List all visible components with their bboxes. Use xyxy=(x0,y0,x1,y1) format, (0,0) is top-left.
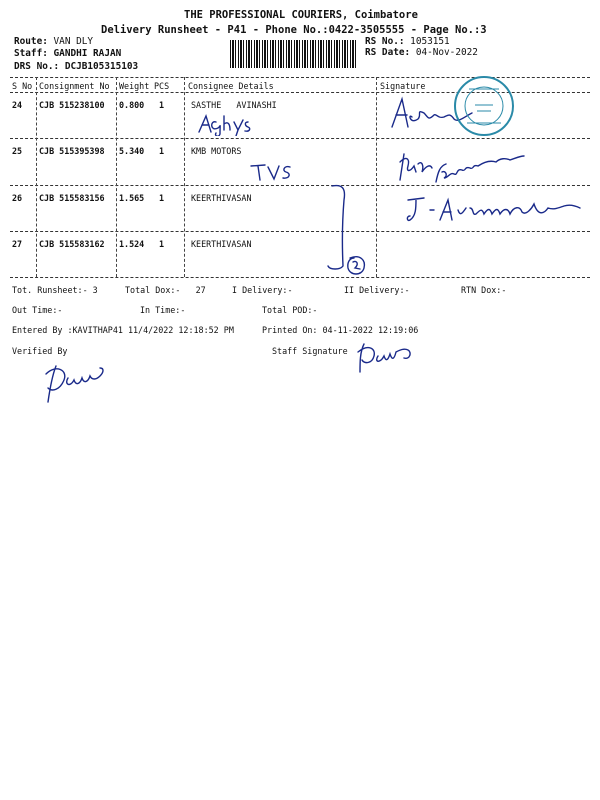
row-sno: 25 xyxy=(12,146,23,156)
row-consignee: SASTHE AVINASHI xyxy=(191,100,277,110)
company-title: THE PROFESSIONAL COURIERS, Coimbatore xyxy=(184,9,418,21)
staff-label: Staff: xyxy=(14,48,48,59)
row-weight: 1.524 xyxy=(119,239,145,249)
staff-signature-label: Staff Signature xyxy=(272,346,348,356)
courier-stamp-seal xyxy=(453,75,515,137)
column-header-weight: Weight xyxy=(119,81,150,91)
printed-on: Printed On: 04-11-2022 12:19:06 xyxy=(262,325,419,335)
rs-date-line xyxy=(365,47,478,58)
row-consignment: CJB 515395398 xyxy=(39,146,105,156)
rs-date-label: RS Date: xyxy=(365,47,411,58)
row-consignee: KMB MOTORS xyxy=(191,146,242,156)
row-pcs: 1 xyxy=(159,146,165,156)
rtn-dox: RTN Dox:- xyxy=(461,285,507,295)
row-pcs: 1 xyxy=(159,100,165,110)
row-sno: 26 xyxy=(12,193,23,203)
row-consignment: CJB 515238100 xyxy=(39,100,105,110)
barcode xyxy=(230,40,358,68)
handwriting-aghys xyxy=(196,112,256,136)
runsheet-subtitle: Delivery Runsheet - P41 - Phone No.:0422-3505555 - Page No.:3 xyxy=(101,24,487,36)
row-sno: 24 xyxy=(12,100,23,110)
rs-no-line xyxy=(365,36,450,47)
total-pod: Total POD:- xyxy=(262,305,318,315)
row-weight: 0.800 xyxy=(119,100,145,110)
column-header-consignment: Consignment No xyxy=(39,81,110,91)
out-time: Out Time:- xyxy=(12,305,63,315)
rs-no-label: RS No.: xyxy=(365,36,405,47)
column-header-signature: Signature xyxy=(380,81,426,91)
handwriting-bracket-mark xyxy=(318,180,368,280)
column-header-consignee: Consignee Details xyxy=(188,81,274,91)
rs-date-value: 04-Nov-2022 xyxy=(415,47,478,58)
column-header-pcs: PCS xyxy=(154,81,170,91)
handwriting-tvs xyxy=(248,160,294,182)
drs-label: DRS No.: xyxy=(14,61,60,72)
i-delivery: I Delivery:- xyxy=(232,285,293,295)
row-weight: 5.340 xyxy=(119,146,145,156)
column-rule xyxy=(36,77,37,277)
drs-line xyxy=(14,61,138,72)
signature-row-26 xyxy=(404,194,584,224)
ii-delivery: II Delivery:- xyxy=(344,285,410,295)
staff-signature-mark xyxy=(352,338,416,374)
row-sno: 27 xyxy=(12,239,23,249)
tot-runsheet: Tot. Runsheet:- 3 xyxy=(12,285,98,295)
in-time: In Time:- xyxy=(140,305,186,315)
verified-by-signature xyxy=(34,358,108,404)
verified-by: Verified By xyxy=(12,346,68,356)
route-label: Route: xyxy=(14,36,48,47)
column-rule xyxy=(184,77,185,277)
row-consignee: KEERTHIVASAN xyxy=(191,239,252,249)
staff-line xyxy=(14,48,121,59)
rs-no-value: 1053151 xyxy=(410,36,450,47)
row-consignee: KEERTHIVASAN xyxy=(191,193,252,203)
staff-value: GANDHI RAJAN xyxy=(53,48,122,59)
table-bottom-rule xyxy=(10,277,590,278)
column-rule xyxy=(376,77,377,277)
drs-value: DCJB105315103 xyxy=(64,61,139,72)
row-pcs: 1 xyxy=(159,239,165,249)
total-dox: Total Dox:- 27 xyxy=(125,285,206,295)
entered-by: Entered By :KAVITHAP41 11/4/2022 12:18:52 PM xyxy=(12,325,234,335)
signature-row-25 xyxy=(396,150,528,186)
column-rule xyxy=(116,77,117,277)
row-rule xyxy=(10,231,590,232)
column-header-sno: S No xyxy=(12,81,33,91)
row-pcs: 1 xyxy=(159,193,165,203)
row-consignment: CJB 515583156 xyxy=(39,193,105,203)
row-weight: 1.565 xyxy=(119,193,145,203)
route-line xyxy=(14,36,93,47)
row-consignment: CJB 515583162 xyxy=(39,239,105,249)
route-value: VAN DLY xyxy=(53,36,94,47)
row-rule xyxy=(10,138,590,139)
